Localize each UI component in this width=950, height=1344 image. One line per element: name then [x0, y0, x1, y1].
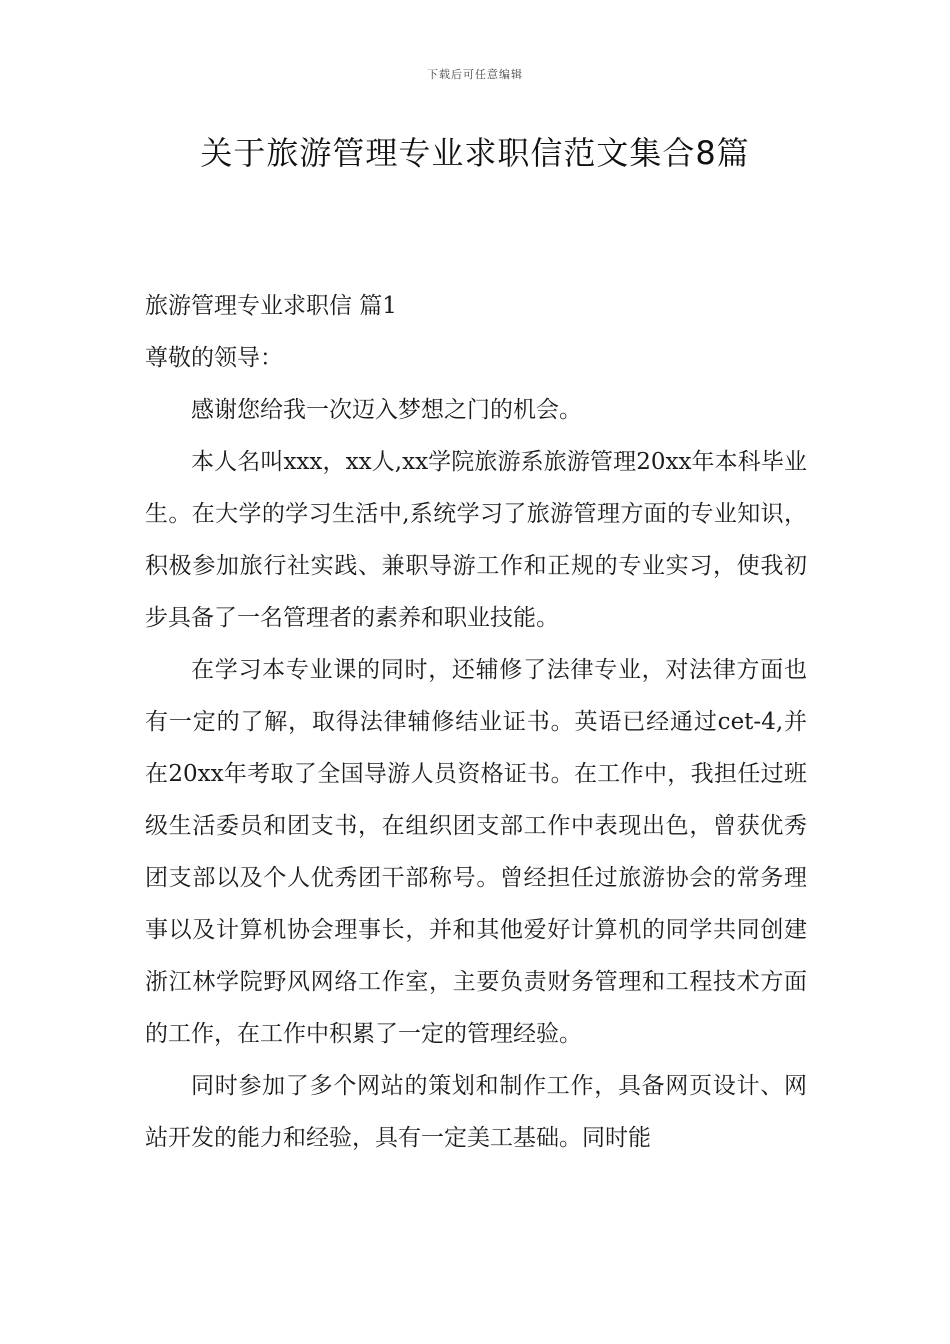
- document-body: [145, 280, 807, 1164]
- header-note: 下载后可任意编辑: [427, 68, 523, 81]
- paragraph-3: 在学习本专业课的同时，还辅修了法律专业，对法律方面也有一定的了解，取得法律辅修结业证书。英语已经通过cet-4,并在20xx年考取了全国导游人员资格证书。在工作中，我担任过班级生活委员和团支书，在组织团支部工作中表现出色，曾获优秀团支部以及个人优秀团干部称号。曾经担任过旅游协会的常务理事以及计算机协会理事长，并和其他爱好计算机的同学共同创建浙江林学院野风网络工作室，主要负责财务管理和工程技术方面的工作，在工作中积累了一定的管理经验。: [145, 657, 807, 1047]
- paragraph-2: 本人名叫xxx，xx人,xx学院旅游系旅游管理20xx年本科毕业生。在大学的学习生活中,系统学习了旅游管理方面的专业知识，积极参加旅行社实践、兼职导游工作和正规的专业实习，使我初步具备了一名管理者的素养和职业技能。: [145, 449, 807, 631]
- section-heading: 旅游管理专业求职信 篇1: [145, 293, 397, 319]
- salutation: 尊敬的领导：: [145, 345, 283, 371]
- document-title: 关于旅游管理专业求职信范文集合8篇: [200, 134, 750, 172]
- paragraph-1: 感谢您给我一次迈入梦想之门的机会。: [191, 397, 582, 423]
- paragraph-4: 同时参加了多个网站的策划和制作工作，具备网页设计、网站开发的能力和经验，具有一定美工基础。同时能: [145, 1073, 807, 1151]
